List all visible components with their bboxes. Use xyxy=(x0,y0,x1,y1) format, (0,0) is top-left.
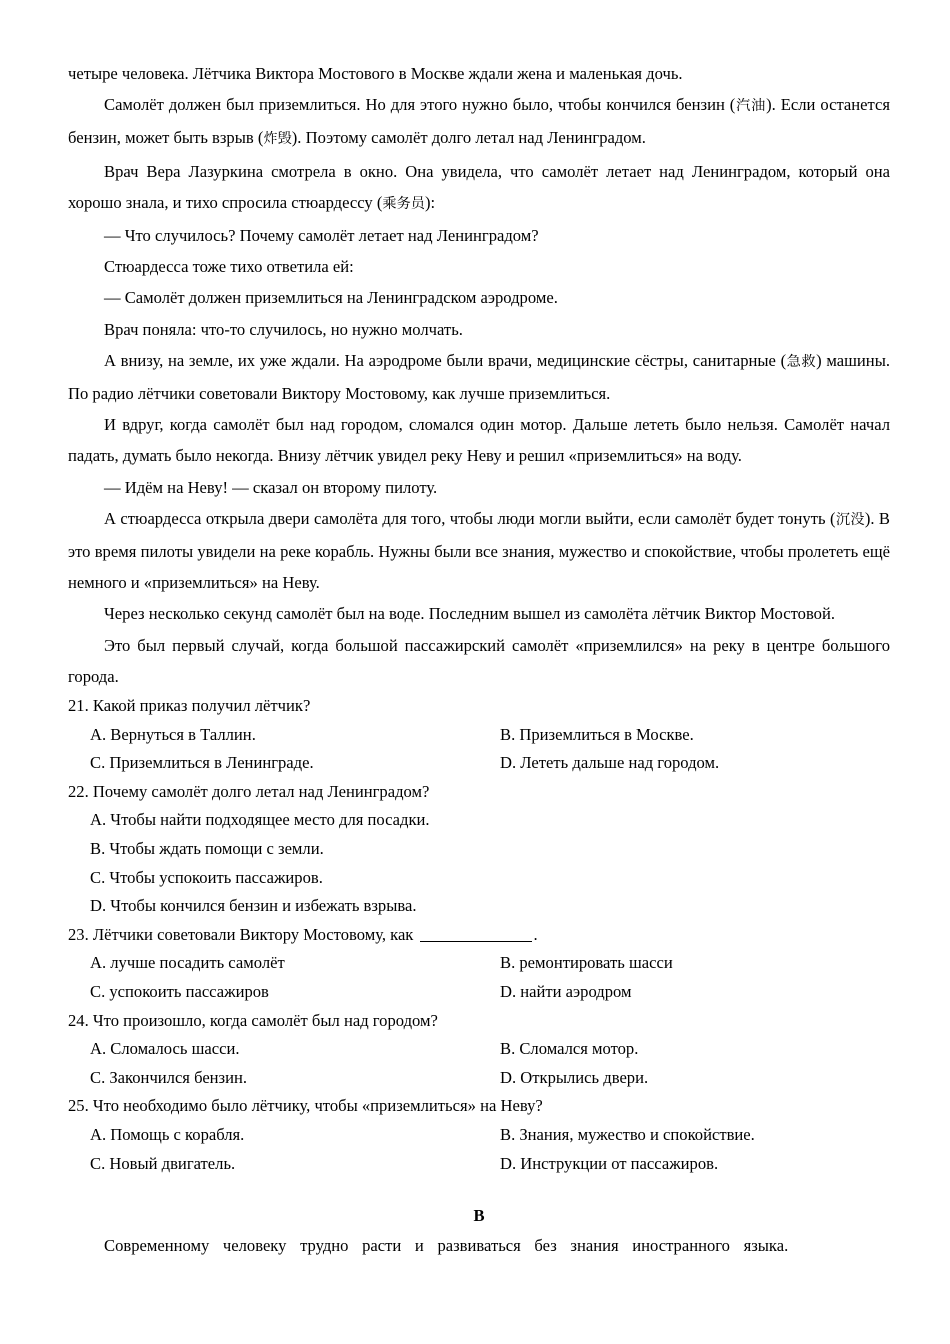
question-24 xyxy=(68,1007,890,1093)
question-stem xyxy=(68,1092,890,1121)
option-C[interactable]: C. Приземлиться в Ленинграде. xyxy=(90,753,314,773)
option-A[interactable]: A. Вернуться в Таллин. xyxy=(90,724,256,744)
option-A[interactable]: A. Чтобы найти подходящее место для посадки. xyxy=(90,810,430,830)
question-text: Почему самолёт долго летал над Ленинградом? xyxy=(92,781,430,801)
option-B[interactable]: B. Чтобы ждать помощи с земли. xyxy=(90,839,324,859)
option-A[interactable]: A. Сломалось шасси. xyxy=(90,1039,240,1059)
question-23 xyxy=(68,921,890,1007)
question-stem xyxy=(68,921,890,950)
option-group xyxy=(68,1121,890,1178)
passage-text: ). В это время пилоты увидели на реке корабль. Нужны были все знания, мужество и спокойствие, чтобы пролететь ещё немного и «приземлиться» на Неву. xyxy=(68,508,890,593)
p-stewardess-doors xyxy=(68,503,890,599)
p-ground-waiting xyxy=(68,345,890,409)
option-A[interactable]: A. лучше посадить самолёт xyxy=(90,953,285,973)
chinese-gloss: 沉没 xyxy=(835,511,865,528)
p-first-case: Это был первый случай, когда большой пассажирский самолёт «приземлился» на реку в центре большого города. xyxy=(68,635,890,686)
passage-text: Самолёт должен был приземлиться. Но для этого нужно было, чтобы кончился бензин ( xyxy=(104,95,736,115)
section-b-marker: В xyxy=(473,1206,485,1226)
question-number: 25. xyxy=(68,1096,93,1116)
option-D[interactable]: D. найти аэродром xyxy=(500,982,632,1001)
section-b-paragraph: Современному человеку трудно расти и развиваться без знания иностранного языка. xyxy=(104,1236,789,1256)
question-text: Какой приказ получил лётчик? xyxy=(92,696,311,716)
question-number: 23. xyxy=(68,924,93,944)
fill-in-blank[interactable] xyxy=(420,941,532,942)
option-D[interactable]: D. Лететь дальше над городом. xyxy=(500,753,720,773)
option-D[interactable]: D. Открылись двери. xyxy=(500,1067,649,1087)
question-stem xyxy=(68,1007,890,1036)
p-doctor-understood: Врач поняла: что-то случилось, но нужно молчать. xyxy=(104,319,463,339)
option-B[interactable]: B. Приземлиться в Москве. xyxy=(500,724,694,744)
chinese-gloss: 急救 xyxy=(786,353,817,370)
passage-text: ) машины. По радио лётчики советовали Виктору Мостовому, как лучше приземлиться. xyxy=(68,350,890,404)
option-D[interactable]: D. Инструкции от пассажиров. xyxy=(500,1153,719,1173)
question-list xyxy=(68,692,890,1178)
question-text: Что необходимо было лётчику, чтобы «приземлиться» на Неву? xyxy=(92,1096,543,1116)
option-C[interactable]: C. Чтобы успокоить пассажиров. xyxy=(90,867,323,887)
question-21 xyxy=(68,692,890,778)
question-text: Лётчики советовали Виктору Мостовому, как xyxy=(92,924,418,944)
p-dialogue-neva: — Идём на Неву! — сказал он второму пилоту. xyxy=(104,477,438,497)
question-25 xyxy=(68,1092,890,1178)
chinese-gloss: 汽油 xyxy=(735,98,767,115)
chinese-gloss: 乘务员 xyxy=(382,195,425,212)
option-group xyxy=(68,721,890,778)
option-group xyxy=(68,1035,890,1092)
p-dialogue-question: — Что случилось? Почему самолёт летает над Ленинградом? xyxy=(104,226,539,246)
passage-text: ). Поэтому самолёт долго летал над Ленинградом. xyxy=(291,128,646,148)
p-gasoline xyxy=(68,89,890,155)
question-stem xyxy=(68,778,890,807)
p-stewardess-answered: Стюардесса тоже тихо ответила ей: xyxy=(104,257,354,277)
p-doctor-window xyxy=(68,156,890,220)
reading-passage xyxy=(68,58,890,692)
question-number: 21. xyxy=(68,696,93,716)
question-number: 24. xyxy=(68,1010,93,1030)
question-stem xyxy=(68,692,890,721)
option-group xyxy=(68,949,890,1006)
question-number: 22. xyxy=(68,781,93,801)
option-B[interactable]: B. ремонтировать шасси xyxy=(500,953,673,973)
option-group xyxy=(68,806,890,920)
passage-text: А стюардесса открыла двери самолёта для того, чтобы люди могли выйти, если самолёт будет тонуть ( xyxy=(104,508,836,528)
option-A[interactable]: A. Помощь с корабля. xyxy=(90,1124,245,1144)
option-C[interactable]: C. Новый двигатель. xyxy=(90,1153,236,1173)
option-D[interactable]: D. Чтобы кончился бензин и избежать взрыва. xyxy=(90,896,417,916)
passage-text: ). Если останется бензин, может быть взрыв ( xyxy=(68,95,890,148)
p-engine-broke: И вдруг, когда самолёт был над городом, сломался один мотор. Дальше лететь было нельзя. Самолёт начал падать, думать было некогда. Внизу лётчик увидел реку Неву и решил «приземлиться» на воду. xyxy=(68,415,890,466)
p-dialogue-answer: — Самолёт должен приземлиться на Ленинградском аэродроме. xyxy=(104,288,558,308)
p-on-water: Через несколько секунд самолёт был на воде. Последним вышел из самолёта лётчик Виктор Мостовой. xyxy=(104,604,835,624)
chinese-gloss: 炸毁 xyxy=(263,131,292,148)
question-22 xyxy=(68,778,890,921)
option-B[interactable]: B. Знания, мужество и спокойствие. xyxy=(500,1124,755,1144)
question-text: Что произошло, когда самолёт был над городом? xyxy=(92,1010,438,1030)
p-continuation: четыре человека. Лётчика Виктора Мостового в Москве ждали жена и маленькая дочь. xyxy=(68,64,683,83)
option-C[interactable]: C. успокоить пассажиров xyxy=(90,982,269,1001)
passage-text: Врач Вера Лазуркина смотрела в окно. Она увидела, что самолёт летает над Ленинградом, который она хорошо знала, и тихо спросила стюардессу ( xyxy=(68,161,890,212)
question-text-end: . xyxy=(533,924,538,944)
passage-text: А внизу, на земле, их уже ждали. На аэродроме были врачи, медицинские сёстры, санитарные ( xyxy=(104,350,787,370)
option-B[interactable]: B. Сломался мотор. xyxy=(500,1039,639,1059)
option-C[interactable]: C. Закончился бензин. xyxy=(90,1067,248,1087)
passage-text: ): xyxy=(424,192,436,212)
